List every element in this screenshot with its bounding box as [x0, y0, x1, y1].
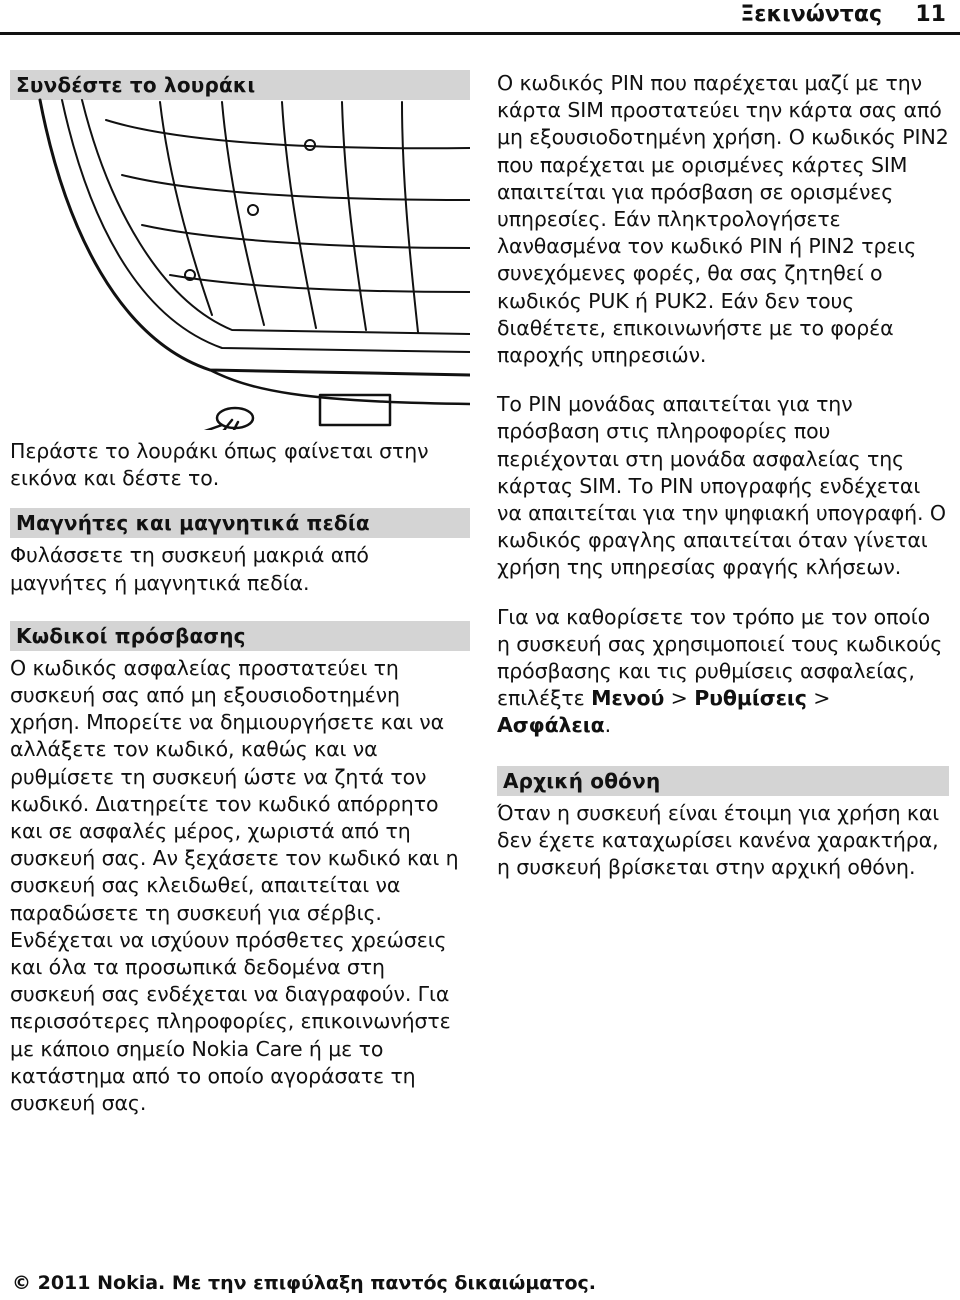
phone-keypad-frame [82, 100, 470, 334]
access-codes-text: Ο κωδικός ασφαλείας προστατεύει τη συσκευή σας από μη εξουσιοδοτημένη χρήση. Μπορείτε να δημιουργήσετε και να αλλάξετε τον κωδικό, καθώς και να ρυθμίσετε τη συσκευή ώστε να ζητά τον κωδικό. Διατηρείτε τον κωδικό απόρρητο και σε ασφαλές μέρος, χωριστά από τη συσκευή σας. Αν ξεχάσετε τον κωδικό και η συσκευή σας κλειδωθεί, απαιτείται να παραδώσετε τη συσκευή για σέρβις. Ενδέχεται να ισχύουν πρόσθετες χρεώσεις και όλα τα προσωπικά δεδομένα στη συσκευή σας ενδέχεται να διαγραφούν. Για περισσότερες πληροφορίες, επικοινωνήστε με κάποιο σημείο Nokia Care ή με το κατάστημα από το οποίο αγοράσατε τη συσκευή σας. [10, 655, 459, 1116]
page-number: 11 [915, 2, 946, 27]
page-header [0, 0, 960, 30]
home-screen-text: Όταν η συσκευή είναι έτοιμη για χρήση και δεν έχετε καταχωρίσει κανένα χαρακτήρα, η συσκευή βρίσκεται στην αρχική οθόνη. [497, 800, 940, 880]
pin-text: Ο κωδικός PIN που παρέχεται μαζί με την κάρτα SIM προστατεύει την κάρτα σας από μη εξουσιοδοτημένη χρήση. Ο κωδικός PIN2 που παρέχεται με ορισμένες κάρτες SIM απαιτείται για πρόσβαση σε ορισμένες υπηρεσίες. Εάν πληκτρολογήσετε λανθασμένα τον κωδικό PIN ή PIN2 τρεις συνεχόμενες φορές, θα σας ζητηθεί ο κωδικός PUK ή PUK2. Εάν δεν τους διαθέτετε, επικοινωνήστε με το φορέα παροχής υπηρεσιών. [497, 71, 949, 368]
magnets-heading: Μαγνήτες και μαγνητικά πεδία [10, 508, 470, 538]
strap-cords [90, 420, 238, 430]
path-separator: > [806, 686, 831, 711]
strap-heading: Συνδέστε το λουράκι [10, 70, 470, 100]
left-column [10, 70, 470, 1117]
key-dot [248, 205, 258, 215]
path-end: . [604, 713, 612, 738]
copyright-footer: © 2011 Nokia. Με την επιφύλαξη παντός δικαιώματος. [12, 1272, 597, 1294]
strap-caption: Περάστε το λουράκι όπως φαίνεται στην εικόνα και δέστε το. [10, 439, 429, 491]
menu-item-menu: Μενού [591, 686, 665, 711]
phone-inner-edge [62, 100, 470, 352]
menu-item-security: Ασφάλεια [497, 713, 605, 738]
magnets-text: Φυλάσσετε τη συσκευή μακριά από μαγνήτες ή μαγνητικά πεδία. [10, 543, 369, 595]
settings-intro: Για να καθορίσετε τον τρόπο με τον οποίο η συσκευή σας χρησιμοποιεί τους κωδικούς πρόσβασης και τις ρυθμίσεις ασφαλείας, επιλέξτε [497, 604, 943, 711]
menu-item-settings: Ρυθμίσεις [694, 686, 807, 711]
home-screen-heading: Αρχική οθόνη [497, 766, 949, 796]
access-codes-heading: Κωδικοί πρόσβασης [10, 621, 470, 651]
keypad-grid [106, 102, 470, 332]
right-column [497, 70, 949, 881]
path-separator: > [664, 686, 695, 711]
settings-path-text [497, 604, 949, 740]
module-pin-text: Το PIN μονάδας απαιτείται για την πρόσβαση στις πληροφορίες που περιέχονται στη μονάδα ασφαλείας της κάρτας SIM. Το PIN υπογραφής ενδέχεται να απαιτείται για την ψηφιακή υπογραφή. Ο κωδικός φραγλης απαιτείται όταν γίνεται χρήση της υπηρεσίας φραγής κλήσεων. [497, 392, 946, 580]
chapter-title: Ξεκινώντας [740, 2, 882, 27]
